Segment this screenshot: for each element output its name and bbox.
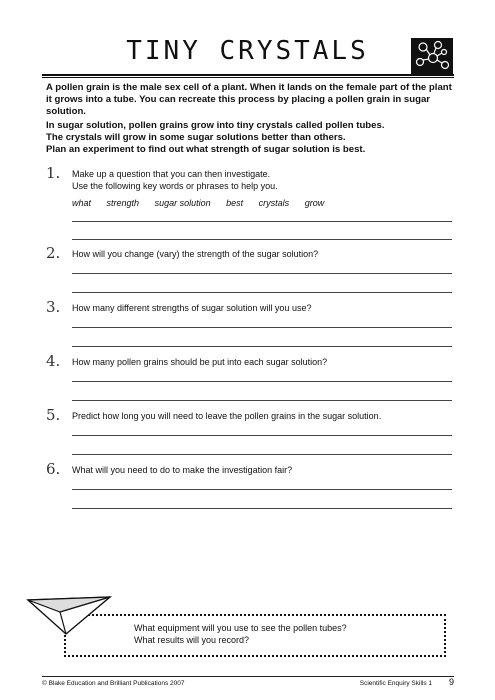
extension-box xyxy=(64,614,446,657)
question-number: 3. xyxy=(46,298,61,316)
answer-line[interactable] xyxy=(72,346,452,347)
question-number: 4. xyxy=(46,352,61,370)
keyword: sugar solution xyxy=(154,198,211,208)
question-number: 5. xyxy=(46,406,61,424)
page-footer xyxy=(42,676,454,687)
question-text xyxy=(72,302,452,314)
paper-plane-icon xyxy=(26,594,112,645)
answer-line[interactable] xyxy=(72,454,452,455)
question-number: 2. xyxy=(46,244,61,262)
answer-line[interactable] xyxy=(72,239,452,240)
question-number: 1. xyxy=(46,164,61,182)
title-rule-thin xyxy=(42,77,454,78)
question-text-line1: How many pollen grains should be put into each sugar solution? xyxy=(72,357,328,367)
question-text-line1: What will you need to do to make the investigation fair? xyxy=(72,465,293,475)
intro-para2-line1: In sugar solution, pollen grains grow into tiny crystals called pollen tubes. xyxy=(46,120,385,131)
extension-questions xyxy=(134,622,347,646)
question-text-line1: Predict how long you will need to leave the pollen grains in the sugar solution. xyxy=(72,411,382,421)
question-text xyxy=(72,168,452,192)
book-title: Scientific Enquiry Skills 1 xyxy=(359,680,432,687)
crystal-molecule-icon xyxy=(411,38,453,74)
answer-line[interactable] xyxy=(72,381,452,382)
question-text-line1: How will you change (vary) the strength of the sugar solution? xyxy=(72,249,319,259)
answer-line[interactable] xyxy=(72,435,452,436)
keyword: crystals xyxy=(258,198,290,208)
keyword: best xyxy=(226,198,244,208)
question-text-line1: Make up a question that you can then investigate. xyxy=(72,169,271,179)
answer-line[interactable] xyxy=(72,489,452,490)
keyword-list xyxy=(72,198,337,208)
answer-line[interactable] xyxy=(72,400,452,401)
question-text xyxy=(72,410,452,422)
question-number: 6. xyxy=(46,460,61,478)
intro-paragraph-1 xyxy=(46,82,454,118)
answer-line[interactable] xyxy=(72,273,452,274)
keyword: what xyxy=(72,198,92,208)
keyword: grow xyxy=(304,198,325,208)
intro-para1: A pollen grain is the male sex cell of a plant. When it lands on the female part of the plant it grows into a tube. You can recreate this process by placing a pollen grain in sugar solution. xyxy=(46,82,452,117)
answer-line[interactable] xyxy=(72,292,452,293)
intro-paragraph-2 xyxy=(46,120,454,156)
copyright-text: © Blake Education and Brilliant Publications 2007 xyxy=(42,680,185,687)
keyword: strength xyxy=(106,198,140,208)
title-rule xyxy=(42,74,454,76)
question-text xyxy=(72,464,452,476)
answer-line[interactable] xyxy=(72,221,452,222)
extension-line2: What results will you record? xyxy=(134,635,250,645)
intro-para2-line2: The crystals will grow in some sugar solutions better than others. xyxy=(46,132,346,143)
answer-line[interactable] xyxy=(72,327,452,328)
question-text-line1: How many different strengths of sugar solution will you use? xyxy=(72,303,312,313)
page-number: 9 xyxy=(448,677,454,687)
extension-line1: What equipment will you use to see the pollen tubes? xyxy=(134,623,347,633)
question-text xyxy=(72,356,452,368)
question-text-line2: Use the following key words or phrases to help you. xyxy=(72,181,278,191)
page-title: TINY CRYSTALS xyxy=(126,36,369,66)
intro-para2-line3: Plan an experiment to find out what strength of sugar solution is best. xyxy=(46,144,366,155)
question-text xyxy=(72,248,452,260)
answer-line[interactable] xyxy=(72,508,452,509)
